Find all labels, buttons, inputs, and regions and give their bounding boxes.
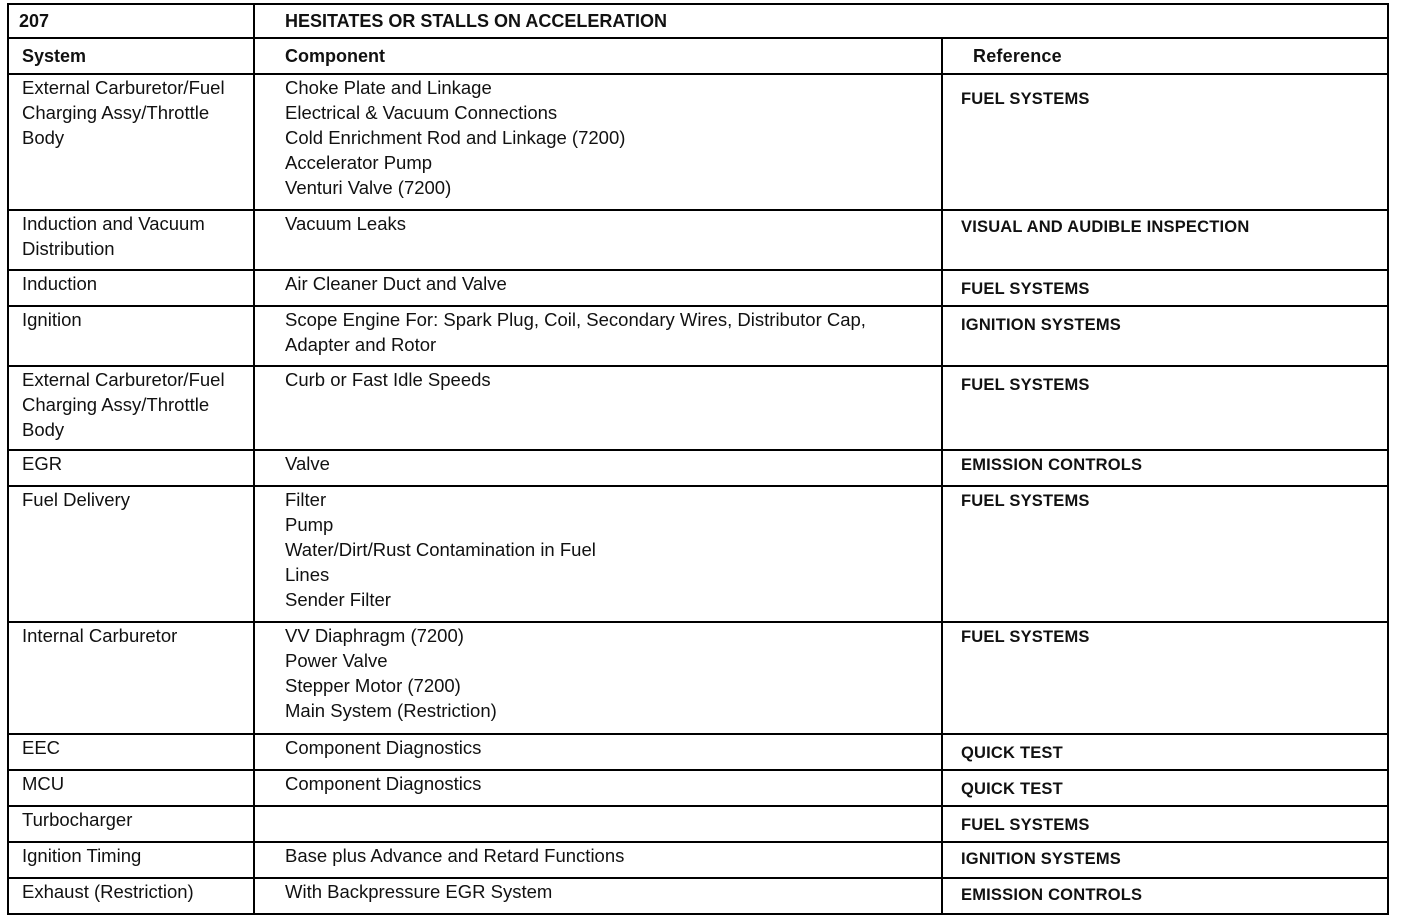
component-cell [254, 486, 942, 622]
table-row [8, 74, 1388, 210]
component-cell [254, 74, 942, 210]
component-text-line: Component Diagnostics [285, 773, 482, 794]
component-text-line: VV Diaphragm (7200) [285, 625, 464, 646]
system-cell [8, 842, 254, 878]
component-text-line: Pump [285, 514, 334, 535]
system-text-line: EGR [22, 453, 63, 474]
table-row [8, 734, 1388, 770]
system-text-line: Internal Carburetor [22, 625, 178, 646]
system-cell [8, 74, 254, 210]
reference-text: IGNITION SYSTEMS [961, 316, 1121, 334]
system-text-line: Induction [22, 273, 98, 294]
component-text-line: Venturi Valve (7200) [285, 177, 452, 198]
system-text-line: External Carburetor/Fuel [22, 77, 225, 98]
component-text-line: Water/Dirt/Rust Contamination in Fuel [285, 539, 596, 560]
reference-text: VISUAL AND AUDIBLE INSPECTION [961, 218, 1250, 236]
component-cell [254, 366, 942, 450]
column-header-reference: Reference [942, 38, 1388, 74]
table-row [8, 806, 1388, 842]
component-text-line: Component Diagnostics [285, 737, 482, 758]
procedure-code: 207 [8, 4, 254, 38]
system-cell [8, 210, 254, 270]
component-text-line: Sender Filter [285, 589, 391, 610]
column-header-row [8, 38, 1388, 74]
system-cell [8, 734, 254, 770]
reference-cell [942, 306, 1388, 366]
component-text-line: Accelerator Pump [285, 152, 433, 173]
title-row [8, 4, 1388, 38]
reference-text: QUICK TEST [961, 780, 1063, 798]
diagnostic-table-sheet [7, 3, 1387, 915]
system-text-line: Charging Assy/Throttle [22, 102, 210, 123]
system-cell [8, 806, 254, 842]
component-text-line: Vacuum Leaks [285, 213, 406, 234]
table-body [8, 4, 1388, 914]
system-text-line: Body [22, 127, 65, 148]
component-cell [254, 770, 942, 806]
reference-text: QUICK TEST [961, 744, 1063, 762]
component-text-line: Adapter and Rotor [285, 334, 437, 355]
system-text-line: Turbocharger [22, 809, 133, 830]
system-cell [8, 306, 254, 366]
system-cell [8, 450, 254, 486]
component-text-line: Scope Engine For: Spark Plug, Coil, Secondary Wires, Distributor Cap, [285, 309, 866, 330]
table-row [8, 622, 1388, 734]
component-text-line: Electrical & Vacuum Connections [285, 102, 558, 123]
system-cell [8, 486, 254, 622]
component-text-line: Choke Plate and Linkage [285, 77, 492, 98]
reference-cell [942, 486, 1388, 622]
table-row [8, 366, 1388, 450]
reference-text: IGNITION SYSTEMS [961, 850, 1121, 868]
system-text-line: Charging Assy/Throttle [22, 394, 210, 415]
reference-cell [942, 770, 1388, 806]
reference-text: FUEL SYSTEMS [961, 90, 1090, 108]
component-text-line: Stepper Motor (7200) [285, 675, 461, 696]
reference-cell [942, 366, 1388, 450]
system-text-line: Distribution [22, 238, 115, 259]
system-text-line: Ignition Timing [22, 845, 142, 866]
system-text-line: EEC [22, 737, 61, 758]
system-text-line: Body [22, 419, 65, 440]
system-cell [8, 622, 254, 734]
component-text-line: With Backpressure EGR System [285, 881, 553, 902]
reference-cell [942, 210, 1388, 270]
reference-cell [942, 734, 1388, 770]
table-row [8, 842, 1388, 878]
reference-cell [942, 270, 1388, 306]
table-row [8, 486, 1388, 622]
reference-text: FUEL SYSTEMS [961, 376, 1090, 394]
reference-cell [942, 878, 1388, 914]
system-cell [8, 770, 254, 806]
component-text-line: Base plus Advance and Retard Functions [285, 845, 625, 866]
system-text-line: Exhaust (Restriction) [22, 881, 194, 902]
diagnostic-table [7, 3, 1389, 915]
reference-cell [942, 450, 1388, 486]
system-cell [8, 878, 254, 914]
system-text-line: Fuel Delivery [22, 489, 130, 510]
component-text-line: Valve [285, 453, 330, 474]
table-row [8, 306, 1388, 366]
system-text-line: External Carburetor/Fuel [22, 369, 225, 390]
component-text-line: Main System (Restriction) [285, 700, 497, 721]
reference-text: FUEL SYSTEMS [961, 816, 1090, 834]
component-cell [254, 622, 942, 734]
column-header-component: Component [254, 38, 942, 74]
system-text-line: Ignition [22, 309, 82, 330]
component-cell [254, 210, 942, 270]
reference-text: FUEL SYSTEMS [961, 280, 1090, 298]
table-row [8, 770, 1388, 806]
component-cell [254, 734, 942, 770]
component-cell [254, 842, 942, 878]
column-header-system: System [8, 38, 254, 74]
system-text-line: MCU [22, 773, 65, 794]
component-cell [254, 450, 942, 486]
reference-cell [942, 842, 1388, 878]
component-text-line: Lines [285, 564, 330, 585]
component-text-line: Air Cleaner Duct and Valve [285, 273, 507, 294]
table-row [8, 270, 1388, 306]
procedure-title: HESITATES OR STALLS ON ACCELERATION [254, 4, 1388, 38]
component-text-line: Filter [285, 489, 327, 510]
component-text-line: Cold Enrichment Rod and Linkage (7200) [285, 127, 626, 148]
reference-text: FUEL SYSTEMS [961, 492, 1090, 510]
reference-cell [942, 806, 1388, 842]
component-cell [254, 806, 942, 842]
reference-cell [942, 74, 1388, 210]
component-cell [254, 306, 942, 366]
reference-text: EMISSION CONTROLS [961, 456, 1143, 474]
table-row [8, 210, 1388, 270]
reference-text: FUEL SYSTEMS [961, 628, 1090, 646]
system-cell [8, 270, 254, 306]
reference-cell [942, 622, 1388, 734]
component-cell [254, 270, 942, 306]
system-text-line: Induction and Vacuum [22, 213, 205, 234]
table-row [8, 450, 1388, 486]
component-cell [254, 878, 942, 914]
table-row [8, 878, 1388, 914]
component-text-line: Power Valve [285, 650, 388, 671]
system-cell [8, 366, 254, 450]
component-text-line: Curb or Fast Idle Speeds [285, 369, 491, 390]
reference-text: EMISSION CONTROLS [961, 886, 1143, 904]
